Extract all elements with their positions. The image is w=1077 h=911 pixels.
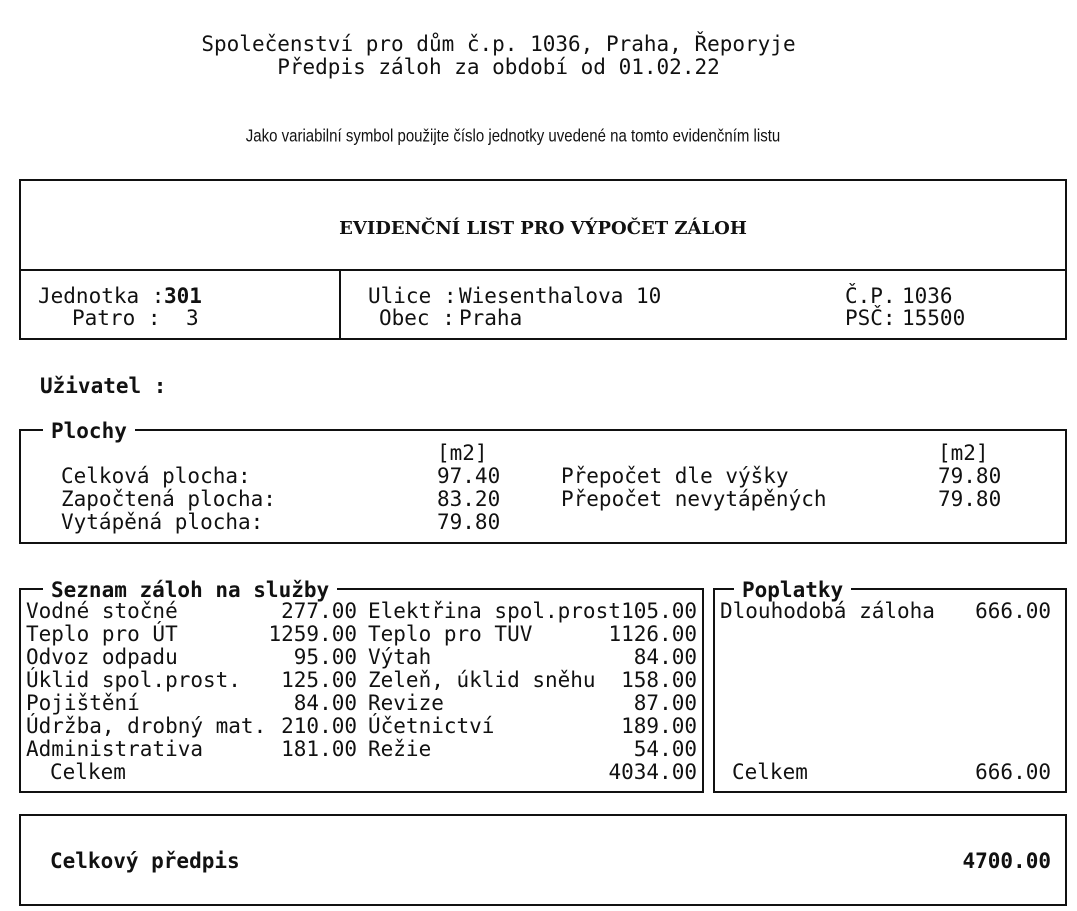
service-label: Režie: [368, 737, 432, 761]
table-row: [21, 646, 702, 669]
service-value: 84.00: [293, 691, 357, 715]
service-label: Vodné stočné: [26, 599, 178, 623]
obec-value: Praha: [459, 306, 523, 330]
poplatky-celkem-value: 666.00: [975, 760, 1051, 784]
service-value: 181.00: [281, 737, 357, 761]
service-label: Teplo pro ÚT: [26, 622, 178, 646]
service-value: 87.00: [633, 691, 697, 715]
unit-info-box: [19, 269, 1067, 340]
prepocet-vysky-value: 79.80: [938, 464, 1002, 488]
table-row: [21, 738, 702, 761]
poplatky-box: [713, 578, 1067, 793]
sluzby-legend: Seznam záloh na služby: [43, 579, 337, 601]
celkovy-predpis-value: 4700.00: [962, 849, 1051, 873]
service-label: Účetnictví: [368, 714, 495, 738]
poplatky-legend: Poplatky: [734, 579, 851, 601]
cp-label: Č.P.: [845, 284, 896, 308]
table-row: [21, 623, 702, 646]
psc-label: PSČ:: [845, 306, 896, 330]
poplatky-item-value: 666.00: [975, 599, 1051, 623]
celkovy-predpis-label: Celkový předpis: [50, 849, 240, 873]
header-line-1: Společenství pro dům č.p. 1036, Praha, Řeporyje: [201, 32, 796, 56]
sluzby-celkem-value: 4034.00: [608, 760, 697, 784]
service-value: 1259.00: [268, 622, 357, 646]
jednotka-value: 301: [164, 284, 202, 308]
service-value: 189.00: [621, 714, 697, 738]
service-value: 158.00: [621, 668, 697, 692]
service-label: Úklid spol.prost.: [26, 668, 241, 692]
celkova-plocha-label: Celková plocha:: [61, 464, 251, 488]
service-label: Elektřina spol.prost: [368, 599, 621, 623]
total-box: [19, 814, 1067, 906]
form-title: EVIDENČNÍ LIST PRO VÝPOČET ZÁLOH: [339, 218, 747, 239]
service-label: Zeleň, úklid sněhu: [368, 668, 596, 692]
plochy-unit-left: [m2]: [437, 441, 488, 465]
service-value: 84.00: [633, 645, 697, 669]
zapoctena-plocha-label: Započtená plocha:: [61, 487, 276, 511]
ulice-value: Wiesenthalova 10: [459, 284, 662, 308]
vytapena-plocha-value: 79.80: [437, 510, 501, 534]
service-label: Administrativa: [26, 737, 204, 761]
service-label: Teplo pro TUV: [368, 622, 533, 646]
service-value: 210.00: [281, 714, 357, 738]
poplatky-item-label: Dlouhodobá záloha: [720, 599, 935, 623]
ulice-label: Ulice :: [368, 284, 457, 308]
sluzby-box: [19, 578, 704, 793]
service-label: Údržba, drobný mat.: [26, 714, 267, 738]
service-label: Výtah: [368, 645, 432, 669]
service-value: 95.00: [293, 645, 357, 669]
service-label: Pojištění: [26, 691, 140, 715]
form-title-box: [19, 179, 1067, 271]
uzivatel-label: Uživatel :: [40, 374, 167, 398]
patro-value: 3: [186, 306, 199, 330]
header-line-2: Předpis záloh za období od 01.02.22: [277, 55, 720, 79]
obec-label: Obec :: [379, 306, 455, 330]
psc-value: 15500: [902, 306, 966, 330]
table-row: [21, 715, 702, 738]
sluzby-celkem-label: Celkem: [50, 760, 126, 784]
table-row: [21, 669, 702, 692]
table-row: [715, 600, 1065, 623]
table-row: [21, 692, 702, 715]
sluzby-total-row: [21, 761, 702, 784]
variable-symbol-note: Jako variabilní symbol použijte číslo jednotky uvedené na tomto evidenčním listu: [245, 126, 781, 147]
prepocet-nevytapenych-value: 79.80: [938, 487, 1002, 511]
plochy-legend: Plochy: [43, 420, 135, 442]
unit-info-divider: [339, 271, 341, 338]
prepocet-vysky-label: Přepočet dle výšky: [561, 464, 789, 488]
service-value: 1126.00: [608, 622, 697, 646]
table-row: [21, 600, 702, 623]
poplatky-total-row: [715, 761, 1065, 784]
zapoctena-plocha-value: 83.20: [437, 487, 501, 511]
service-value: 105.00: [621, 599, 697, 623]
jednotka-label: Jednotka :: [38, 284, 165, 308]
plochy-box: [19, 419, 1067, 544]
poplatky-celkem-label: Celkem: [732, 760, 808, 784]
service-value: 54.00: [633, 737, 697, 761]
patro-label: Patro :: [72, 306, 161, 330]
service-value: 125.00: [281, 668, 357, 692]
service-label: Revize: [368, 691, 444, 715]
celkova-plocha-value: 97.40: [437, 464, 501, 488]
prepocet-nevytapenych-label: Přepočet nevytápěných: [561, 487, 827, 511]
plochy-unit-right: [m2]: [938, 441, 989, 465]
vytapena-plocha-label: Vytápěná plocha:: [61, 510, 264, 534]
service-label: Odvoz odpadu: [26, 645, 178, 669]
service-value: 277.00: [281, 599, 357, 623]
cp-value: 1036: [902, 284, 953, 308]
